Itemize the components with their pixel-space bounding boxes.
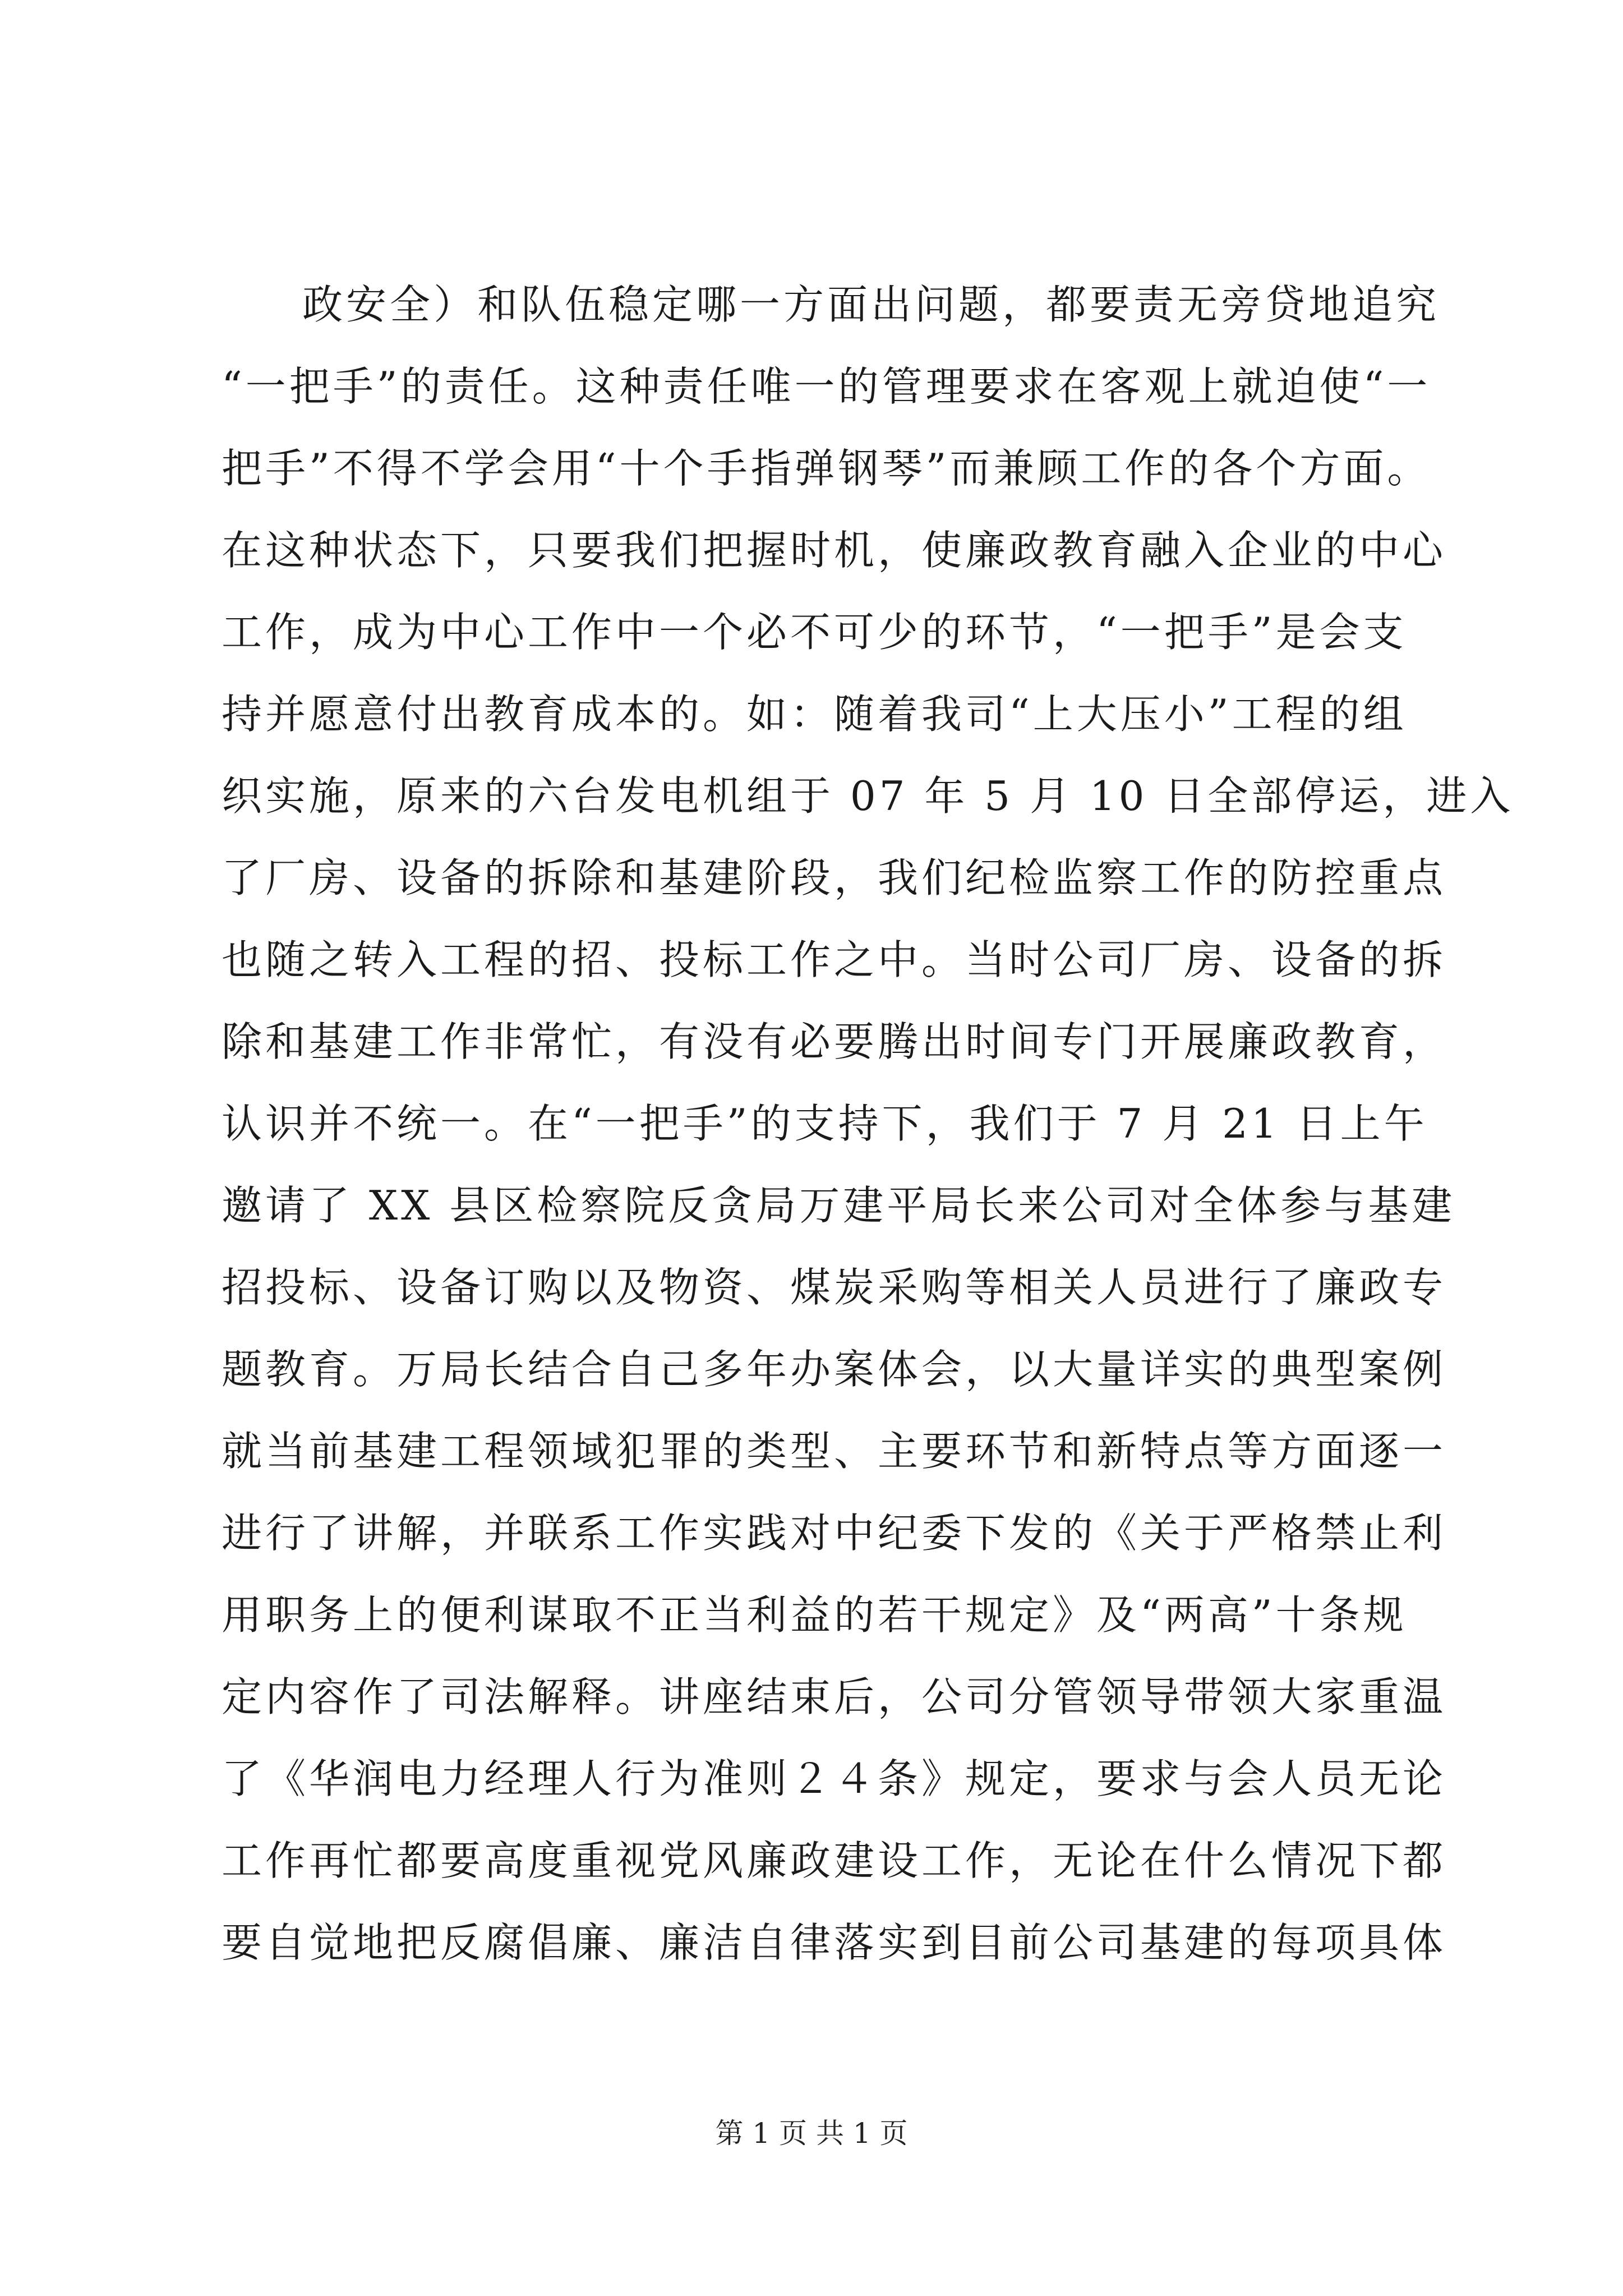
text-line: 认识并不统一。在“一把手”的支持下，我们于 7 月 21 日上午 xyxy=(222,1100,1428,1147)
text-line: 要自觉地把反腐倡廉、廉洁自律落实到目前公司基建的每项具体 xyxy=(222,1919,1447,1966)
text-line: “一把手”的责任。这种责任唯一的管理要求在客观上就迫使“一 xyxy=(222,363,1431,410)
text-line: 定内容作了司法解释。讲座结束后，公司分管领导带领大家重温 xyxy=(222,1673,1447,1720)
text-line: 除和基建工作非常忙，有没有必要腾出时间专门开展廉政教育， xyxy=(222,1018,1447,1065)
page-number-label: 第 1 页 共 1 页 xyxy=(715,2117,908,2150)
text-line: 就当前基建工程领域犯罪的类型、主要环节和新特点等方面逐一 xyxy=(222,1428,1447,1475)
text-line: 也随之转入工程的招、投标工作之中。当时公司厂房、设备的拆 xyxy=(222,936,1447,983)
text-line: 题教育。万局长结合自己多年办案体会，以大量详实的典型案例 xyxy=(222,1346,1447,1393)
text-line: 邀请了 XX 县区检察院反贪局万建平局长来公司对全体参与基建 xyxy=(222,1182,1456,1229)
text-line: 把手”不得不学会用“十个手指弹钢琴”而兼顾工作的各个方面。 xyxy=(222,445,1431,492)
text-line: 了厂房、设备的拆除和基建阶段，我们纪检监察工作的防控重点 xyxy=(222,854,1447,901)
text-line: 用职务上的便利谋取不正当利益的若干规定》及“两高”十条规 xyxy=(222,1591,1407,1639)
text-line: 政安全）和队伍稳定哪一方面出问题，都要责无旁贷地追究 xyxy=(302,281,1440,328)
text-line: 进行了讲解，并联系工作实践对中纪委下发的《关于严格禁止利 xyxy=(222,1510,1447,1557)
text-line: 工作，成为中心工作中一个必不可少的环节，“一把手”是会支 xyxy=(222,609,1407,656)
text-line: 持并愿意付出教育成本的。如：随着我司“上大压小”工程的组 xyxy=(222,691,1407,738)
text-line: 工作再忙都要高度重视党风廉政建设工作，无论在什么情况下都 xyxy=(222,1837,1447,1884)
text-line: 织实施，原来的六台发电机组于 07 年 5 月 10 日全部停运，进入 xyxy=(222,772,1514,820)
text-line: 了《华润电力经理人行为准则２４条》规定，要求与会人员无论 xyxy=(222,1755,1447,1802)
text-line: 招投标、设备订购以及物资、煤炭采购等相关人员进行了廉政专 xyxy=(222,1264,1447,1311)
text-line: 在这种状态下，只要我们把握时机，使廉政教育融入企业的中心 xyxy=(222,527,1447,574)
page-footer xyxy=(0,2114,1623,2153)
body-text xyxy=(222,264,1514,1984)
